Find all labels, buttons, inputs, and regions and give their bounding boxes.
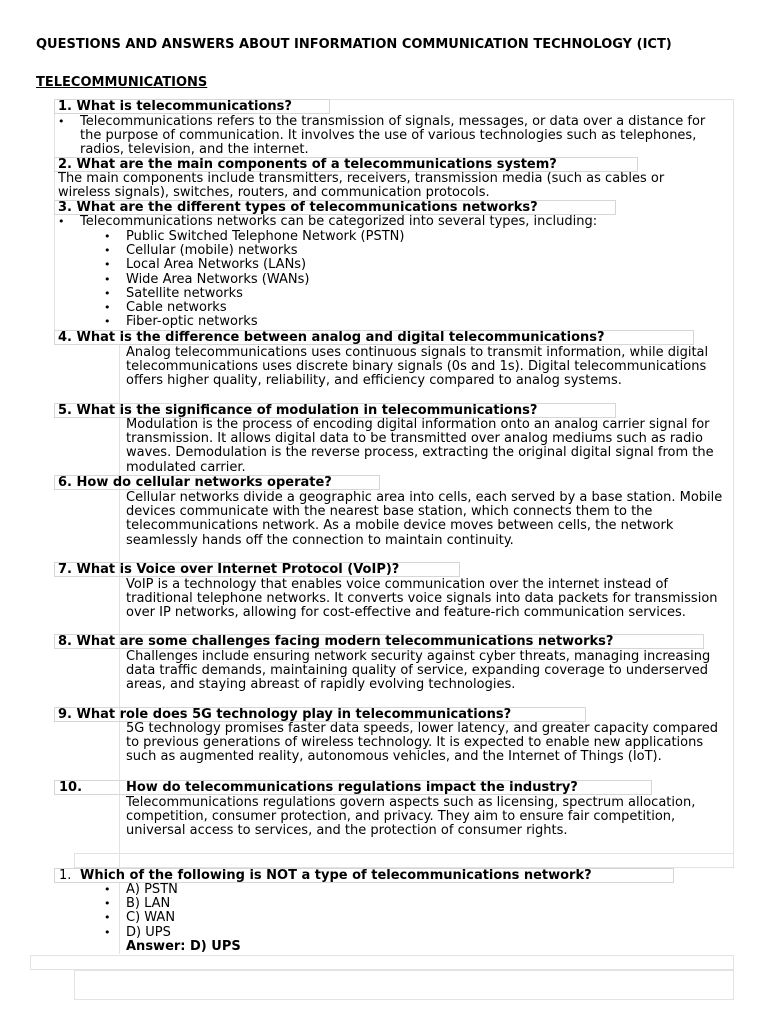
answer-3-text: Telecommunications networks can be categorized into several types, including: xyxy=(80,214,598,229)
answer-10: Telecommunications regulations govern aspects such as licensing, spectrum allocation, competition, consumer protection, and privacy. They aim to ensure fair competition, universal access to services, and the protection of consumer rights. xyxy=(126,795,696,839)
question-7: 7. What is Voice over Internet Protocol (VoIP)? xyxy=(54,562,460,577)
answer-1 xyxy=(80,115,725,158)
question-4: 4. What is the difference between analog and digital telecommunications? xyxy=(54,330,694,345)
question-1: 1. What is telecommunications? xyxy=(54,99,330,114)
mcq-number: 1. xyxy=(59,868,72,883)
question-2: 2. What are the main components of a telecommunications system? xyxy=(54,157,638,172)
document-title: QUESTIONS AND ANSWERS ABOUT INFORMATION COMMUNICATION TECHNOLOGY (ICT) xyxy=(36,37,672,52)
list-item: Satellite networks xyxy=(126,285,243,301)
question-6: 6. How do cellular networks operate? xyxy=(54,475,380,490)
list-item: Wide Area Networks (WANs) xyxy=(126,271,310,287)
section-heading: TELECOMMUNICATIONS xyxy=(36,75,208,90)
answer-4: Analog telecommunications uses continuous signals to transmit information, while digital telecommunications uses discrete binary signals (0s and 1s). Digital telecommunications offers higher quality, reliability, and efficiency compared to analog systems. xyxy=(126,345,709,389)
answer-5: Modulation is the process of encoding digital information onto an analog carrier signal for transmission. It allows digital data to be transmitted over analog mediums such as radio waves. Demodulation is the reverse process, extracting the original digital signal from the modulated carrier. xyxy=(126,417,714,475)
question-8: 8. What are some challenges facing modern telecommunications networks? xyxy=(54,634,704,649)
question-10-text: How do telecommunications regulations impact the industry? xyxy=(126,780,578,795)
list-item: Fiber-optic networks xyxy=(126,314,258,330)
answer-8: Challenges include ensuring network security against cyber threats, managing increasing data traffic demands, maintaining quality of service, expanding coverage to underserved areas, and staying abreast of rapidly evolving technologies. xyxy=(126,649,711,693)
network-type-list xyxy=(126,230,526,329)
mcq-question-1 xyxy=(54,868,674,883)
list-item: Cable networks xyxy=(126,299,227,315)
question-9: 9. What role does 5G technology play in telecommunications? xyxy=(54,707,586,722)
answer-6: Cellular networks divide a geographic area into cells, each served by a base station. Mobile devices communicate with the nearest base station, which connects them to the telecommunications network. As a mobile device moves between cells, the network seamlessly hands off the connection to maintain continuity. xyxy=(126,490,723,548)
option-c: C) WAN xyxy=(126,910,176,926)
mcq-answer: Answer: D) UPS xyxy=(126,939,241,954)
answer-7: VoIP is a technology that enables voice communication over the internet instead of traditional telephone networks. It converts voice signals into data packets for transmission over IP networks, allowing for cost-effective and feature-rich communication services. xyxy=(126,577,718,621)
question-10-number: 10. xyxy=(59,780,83,795)
list-item: Cellular (mobile) networks xyxy=(126,243,298,259)
option-b: B) LAN xyxy=(126,896,171,912)
option-a: A) PSTN xyxy=(126,882,178,897)
question-10 xyxy=(54,780,652,795)
list-item: Public Switched Telephone Network (PSTN) xyxy=(126,229,405,244)
list-item: Local Area Networks (LANs) xyxy=(126,257,307,273)
answer-3 xyxy=(80,215,725,229)
answer-2: The main components include transmitters, receivers, transmission media (such as cables or wireless signals), switches, routers, and communication protocols. xyxy=(58,171,665,201)
option-d: D) UPS xyxy=(126,924,171,940)
question-5: 5. What is the significance of modulation in telecommunications? xyxy=(54,403,616,418)
answer-9: 5G technology promises faster data speeds, lower latency, and greater capacity compared to previous generations of wireless technology. It is expected to enable new applications such as augmented reality, autonomous vehicles, and the Internet of Things (IoT). xyxy=(126,721,719,765)
mcq-text: Which of the following is NOT a type of telecommunications network? xyxy=(80,868,592,883)
question-3: 3. What are the different types of telecommunications networks? xyxy=(54,200,616,215)
answer-1-text: Telecommunications refers to the transmission of signals, messages, or data over a distance for the purpose of communication. It involves the use of various technologies such as telephones, radios, television, and the internet. xyxy=(80,114,706,158)
mcq-options xyxy=(126,883,426,940)
